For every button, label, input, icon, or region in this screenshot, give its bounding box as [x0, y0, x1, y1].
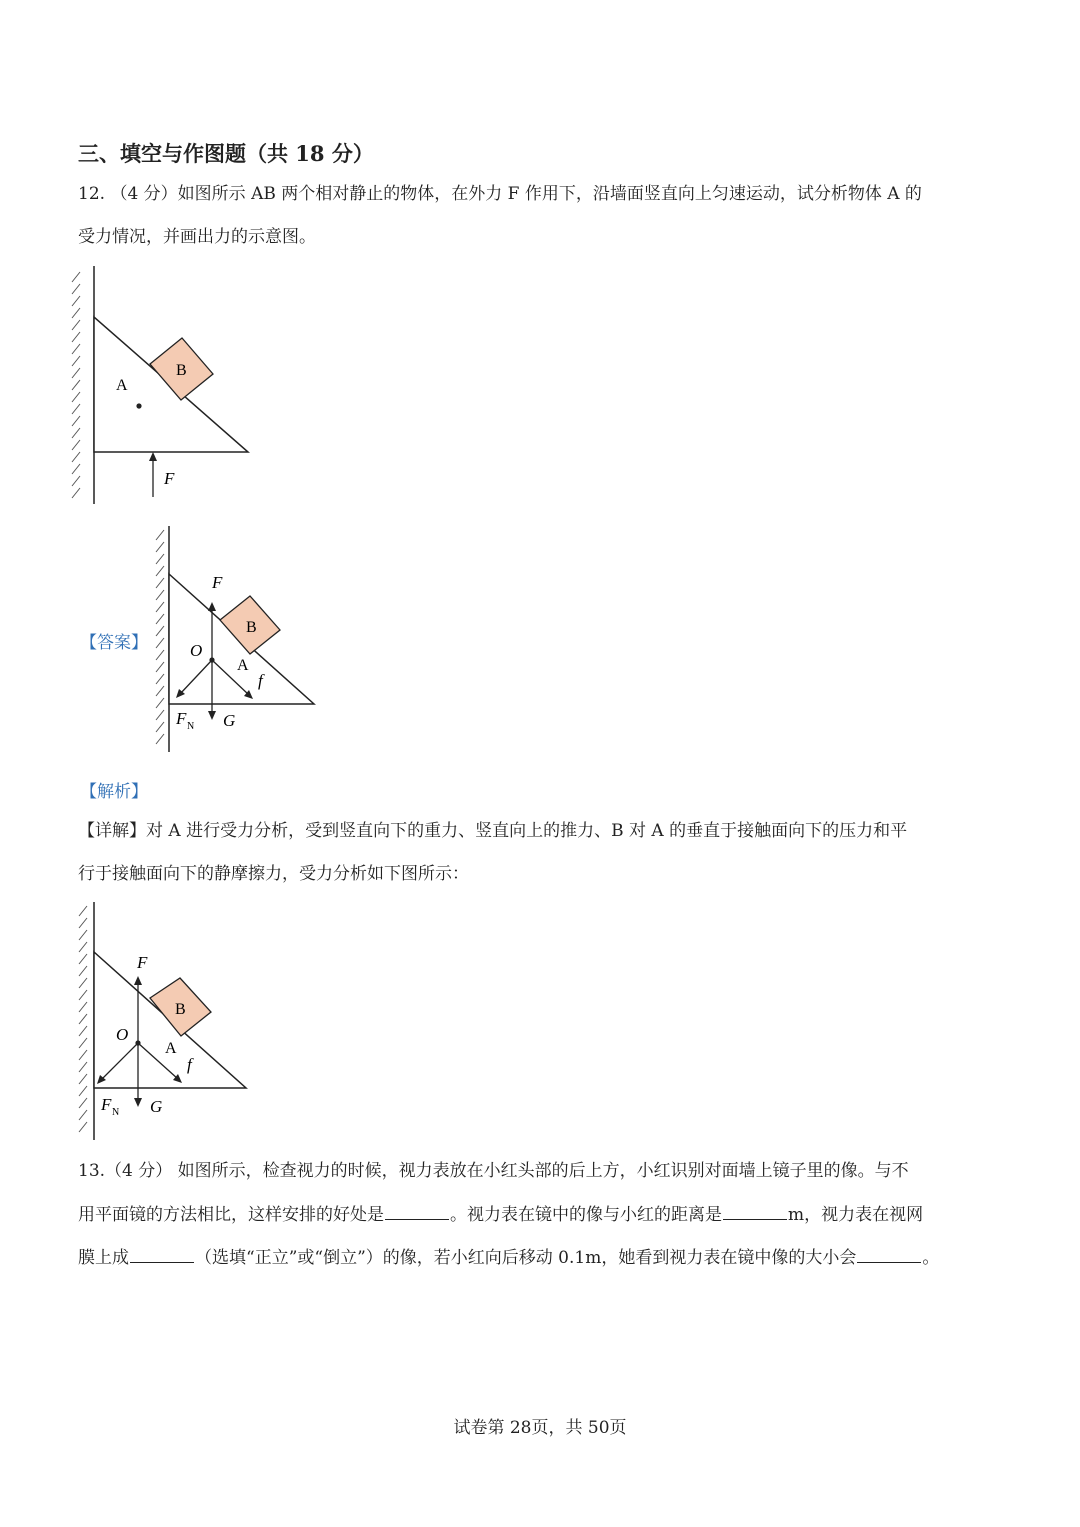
center-dot	[136, 403, 141, 408]
label-fn-subscript: N	[187, 721, 195, 732]
answer-blank-3[interactable]	[130, 1244, 194, 1263]
answer-tag: 【答案】	[80, 633, 148, 653]
q13-text-3b: （选填“正立”或“倒立”）的像，若小红向后移动 0.1m，她看到视力表在镜中像的大小会	[195, 1248, 857, 1268]
label-friction: f	[258, 671, 263, 690]
q13-line-1: 13.（4 分） 如图所示，检查视力的时候，视力表放在小红头部的后上方，小红识别对面墙上镜子里的像。与不	[78, 1161, 909, 1181]
force-g-arrowhead	[208, 711, 216, 720]
label-f: F	[212, 573, 223, 592]
analysis-tag: 【解析】	[80, 782, 148, 802]
label-b: B	[175, 1001, 186, 1018]
section-title: 三、填空与作图题（共 18 分）	[78, 141, 374, 166]
q12-line-1: 12. （4 分）如图所示 AB 两个相对静止的物体，在外力 F 作用下，沿墙面竖直向上匀速运动，试分析物体 A 的	[78, 184, 922, 204]
detail-text-1: 对 A 进行受力分析，受到竖直向下的重力、竖直向上的推力、B 对 A 的垂直于接触面向下的压力和平	[146, 821, 908, 841]
detail-tag: 【详解】	[78, 821, 146, 841]
answer-blank-1[interactable]	[385, 1201, 449, 1220]
label-fn: F	[101, 1095, 112, 1114]
q13-text-2b: 。视力表在镜中的像与小红的距离是	[450, 1205, 722, 1225]
point-o	[135, 1040, 140, 1045]
force-f-arrowhead	[134, 976, 142, 985]
detail-line-1	[78, 818, 907, 844]
wall-hatching	[79, 906, 87, 1132]
answer-blank-2[interactable]	[723, 1201, 787, 1220]
force-g-arrowhead	[134, 1098, 142, 1107]
q13-text-3a: 膜上成	[78, 1248, 129, 1268]
label-b: B	[246, 619, 257, 636]
label-a: A	[237, 657, 249, 674]
label-f: F	[164, 469, 175, 488]
label-a: A	[165, 1040, 177, 1057]
label-o: O	[190, 641, 203, 660]
figure-analysis	[70, 900, 260, 1145]
label-a: A	[116, 377, 128, 394]
q12-line-2: 受力情况，并画出力的示意图。	[78, 227, 316, 247]
label-fn-subscript: N	[112, 1107, 120, 1118]
q13-text-2c: m，视力表在视网	[788, 1205, 924, 1225]
label-friction: f	[187, 1055, 192, 1074]
force-f-arrowhead	[208, 602, 216, 611]
q13-text-3c: 。	[922, 1248, 940, 1268]
answer-blank-4[interactable]	[857, 1244, 921, 1263]
q13-text-2a: 用平面镜的方法相比，这样安排的好处是	[78, 1205, 384, 1225]
wall-hatching	[156, 530, 164, 744]
q13-line-2	[78, 1201, 923, 1228]
label-o: O	[116, 1025, 129, 1044]
force-f-arrowhead	[149, 452, 157, 461]
label-g: G	[150, 1097, 163, 1116]
label-fn: F	[176, 709, 187, 728]
detail-line-2: 行于接触面向下的静摩擦力，受力分析如下图所示：	[78, 864, 469, 884]
wall-hatching	[72, 272, 80, 498]
figure-problem	[70, 262, 260, 507]
q13-line-3	[78, 1244, 939, 1271]
point-o	[209, 657, 214, 662]
figure-answer	[150, 522, 325, 757]
label-b: B	[176, 362, 187, 379]
label-f: F	[137, 953, 148, 972]
label-g: G	[223, 711, 236, 730]
page-footer: 试卷第 28页，共 50页	[453, 1418, 627, 1438]
